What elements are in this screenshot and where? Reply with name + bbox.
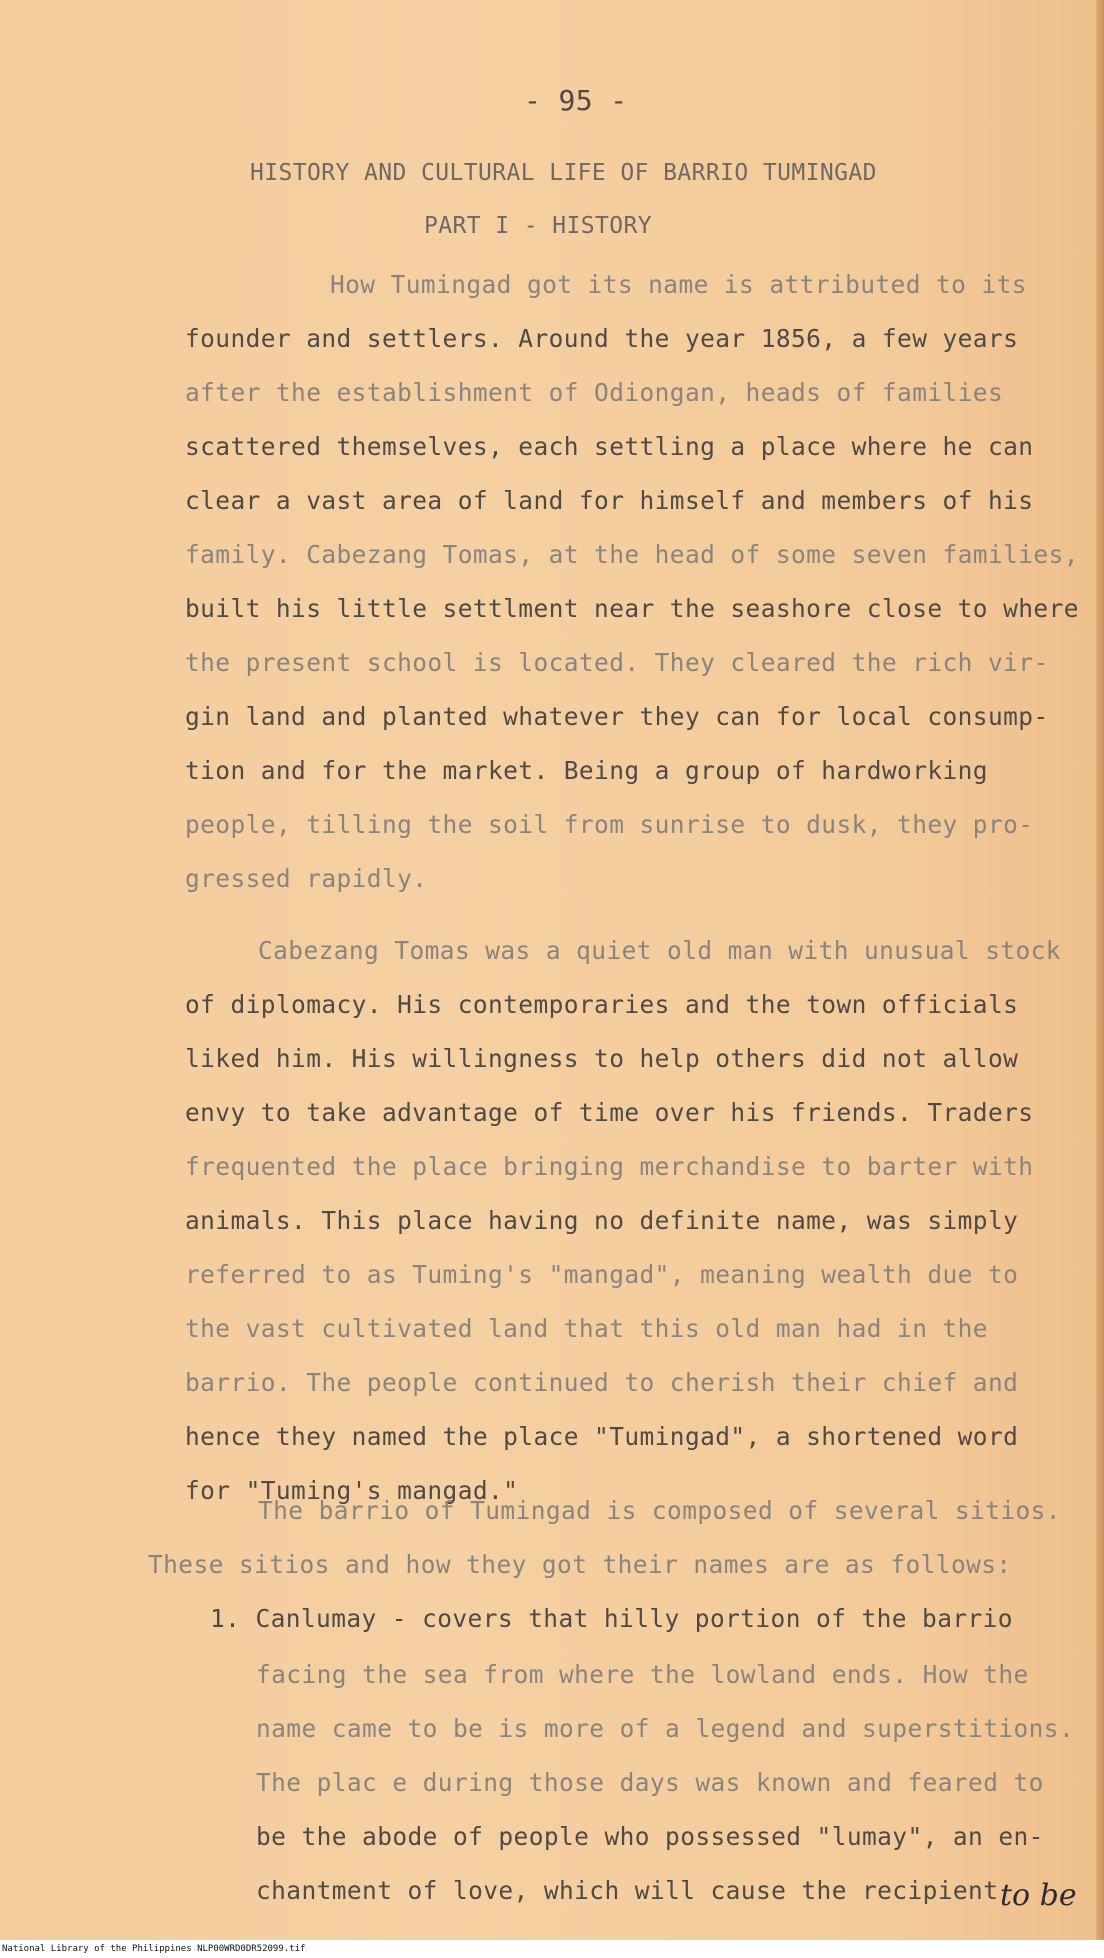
archive-footer	[0, 1940, 1104, 1958]
footer-text: National Library of the Philippines NLP00WRD0DR52099.tif	[2, 1944, 306, 1954]
text-line: be the abode of people who possessed "lumay", an en-	[256, 1822, 1044, 1851]
handwritten-annotation: to be	[1000, 1878, 1077, 1913]
page-subtitle: PART I - HISTORY	[424, 213, 652, 239]
text-line: clear a vast area of land for himself and members of his	[185, 486, 1034, 515]
text-line: after the establishment of Odiongan, heads of families	[185, 378, 1004, 407]
text-line: chantment of love, which will cause the recipient	[256, 1876, 999, 1905]
text-line: gin land and planted whatever they can for local consump-	[185, 702, 1049, 731]
text-line: the present school is located. They cleared the rich vir-	[185, 648, 1049, 677]
page-title: HISTORY AND CULTURAL LIFE OF BARRIO TUMINGAD	[250, 160, 877, 186]
text-line: founder and settlers. Around the year 1856, a few years	[185, 324, 1019, 353]
text-line: facing the sea from where the lowland ends. How the	[256, 1660, 1029, 1689]
text-line: built his little settlment near the seashore close to where	[185, 594, 1079, 623]
text-line: referred to as Tuming's "mangad", meaning wealth due to	[185, 1260, 1019, 1289]
text-line: the vast cultivated land that this old man had in the	[185, 1314, 988, 1343]
page-number: - 95 -	[524, 84, 628, 117]
text-line: frequented the place bringing merchandise to barter with	[185, 1152, 1034, 1181]
text-line: How Tumingad got its name is attributed to its	[330, 270, 1027, 299]
text-line: hence they named the place "Tumingad", a shortened word	[185, 1422, 1019, 1451]
text-line: liked him. His willingness to help others did not allow	[185, 1044, 1019, 1073]
text-line: for "Tuming's mangad."	[185, 1476, 519, 1505]
text-line: envy to take advantage of time over his friends. Traders	[185, 1098, 1034, 1127]
text-line: The barrio of Tumingad is composed of several sitios.	[258, 1496, 1061, 1525]
text-line: The plac e during those days was known and feared to	[256, 1768, 1044, 1797]
text-line: name came to be is more of a legend and superstitions.	[256, 1714, 1075, 1743]
page-edge	[1096, 0, 1104, 1940]
text-line: people, tilling the soil from sunrise to dusk, they pro-	[185, 810, 1034, 839]
text-line: gressed rapidly.	[185, 864, 428, 893]
text-line: family. Cabezang Tomas, at the head of some seven families,	[185, 540, 1079, 569]
text-line: scattered themselves, each settling a place where he can	[185, 432, 1034, 461]
text-line: barrio. The people continued to cherish their chief and	[185, 1368, 1019, 1397]
text-line: Cabezang Tomas was a quiet old man with unusual stock	[258, 936, 1061, 965]
text-line: These sitios and how they got their names are as follows:	[148, 1550, 1012, 1579]
text-line: 1. Canlumay - covers that hilly portion of the barrio	[210, 1604, 1013, 1633]
text-line: tion and for the market. Being a group of hardworking	[185, 756, 988, 785]
text-line: animals. This place having no definite name, was simply	[185, 1206, 1019, 1235]
text-line: of diplomacy. His contemporaries and the town officials	[185, 990, 1019, 1019]
